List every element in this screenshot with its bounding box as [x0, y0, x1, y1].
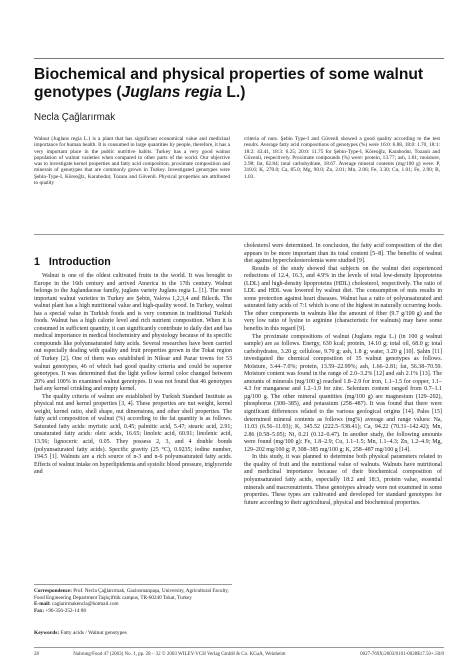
- fax-number: +90-356-252-14 88: [45, 607, 86, 614]
- abstract-rule: [34, 234, 444, 235]
- article-title: [34, 66, 444, 101]
- fax-label: Fax:: [34, 607, 45, 614]
- body-paragraph: cholesterol were determined. In conclusion, the fatty acid composition of the diet appears to be more important than its total content [5–8]. The benefits of walnut diet against hypercholesterolemia were studied [9].: [244, 243, 442, 265]
- page-footer: [34, 652, 444, 657]
- body-paragraph: Walnut is one of the oldest cultivated fruits in the world. It was brought to Europe in the 16th century and arrived America in the 17th century. Walnut belongs to the Juglandaceae family, juglans variety Juglans regia L. [1]. The most important walnut varieties in Turkey are Şebin, Yalova 1,2,3,4 and Bilecik. The walnut plant has a high nutritional value and high-quality wood. In Turkey, walnut has a special value in Turkish foods and is very common in traditional Turkish foods. Walnut has a high calorie level and rich nutrient composition. When it is consumed in sufficient quantity, it can significantly contribute to daily diet and has medical importance in medical biochemistry and physiology because of its specific compounds like polyunsaturated fatty acids. Several researches have been carried out especially dealing with quality and fruit properties grown in the Tokat region of Turkey [2]. One of them was established in Niksar and Pazar towns for 53 walnut genotypes, 46 of which had good quality criteria and could be superior genotypes. It was determined that the light yellow kernel color changed between 20% and 100% in examined walnut genotypes. It was not found that 46 genotypes had any kernel crinkling and empty kernel.: [34, 273, 232, 393]
- title-line-1: Biochemical and physical properties of some walnut: [34, 66, 424, 83]
- title-species: Juglans regia: [121, 83, 223, 101]
- section-number: 1: [34, 256, 40, 268]
- section-heading: [34, 256, 111, 268]
- body-column-left: [34, 273, 232, 477]
- title-line-2-post: L.): [222, 83, 246, 101]
- email-address[interactable]: caglarirmakencla@hotmail.com: [52, 601, 119, 608]
- keywords-text: Fatty acids / Walnut genotypes: [60, 630, 127, 636]
- correspondence-text: Prof. Necla Çağlarırmak, Gaziosmanpaşa, University, Agricultural Faculty, Food Engineering Department Taşlıçiftlik campus, TR-60240 Tokat, Turkey: [34, 588, 229, 601]
- author-name: Necla Çağlarırmak: [34, 112, 116, 123]
- abstract-left: Walnut (Juglans regia L.) is a plant that has significant economical value and medicinal importance for human health. It is consumed in large quantities by people, therefore, it has a very important place in the public nutritive habits. Turkey has a very good walnut population of walnut varieties when compared to other parts of the world. Our objective was to investigate kernel properties and fatty acid composition, proximate composition and minerals of genotypes that are commonly grown in Turkey. Investigated genotypes were Şebin-Type-I, Köreoğlz, Karabodur, Tozanı and Güvenli. Physical properties are attributed to quality: [34, 136, 230, 186]
- title-line-2: [34, 84, 444, 102]
- keywords-block: [34, 630, 232, 636]
- body-paragraph: Results of the study showed that subjects on the walnut diet experienced reductions of 12.4, 16.3, and 4.9% in the levels of total low-density lipoproteins (LDL) and high-density lipoproteins (HDL) cholesterol, respectively. The ratio of LDL and HDL was lowered by walnut diet. The consumption of nuts results in some protection against heart diseases. Walnut has a ratio of polyunsaturated and saturated fatty acids of 7:1 which is one of the highest in naturally occurring foods. The other components in walnuts like the amount of fiber (9.7 g/100 g) and the very low ratio of lysine to arginine (characteristic for walnuts) may have some benefits in this regard [9].: [244, 265, 442, 333]
- body-column-right: [244, 243, 442, 507]
- footnote-rule: [34, 584, 232, 585]
- correspondence-label: Correspondence:: [34, 588, 72, 594]
- email-label: E-mail:: [34, 601, 51, 608]
- body-paragraph: In this study, it was planned to determine both physical parameters related to the quality of fruit and the nutritional value of walnuts. Walnuts have nutritional and medicinal importance because of their biochemical composition of polyunsaturated fatty acids, especially 18:2 and 18:3, protein value, essential minerals and macronutrients. These genotypes already were not examined in some properties. These types are cultivated and developed for standard genotypes for future according to their agricultural, physical and biochemical properties.: [244, 454, 442, 506]
- abstract-right: criteria of nuts. Şebin Type-I and Güvenli showed a good quality according to the test results. Average fatty acid compositions of genotypes (%) were 16:0: 6.88, 18:0: 1.70, 18:1: 18:2: 43.41, 18:3: 6.25; 20:0: 11.75 for Şebin-Type-I, Köreoğlz, Karabodur, Tozanlı and Güvenli, respectively. Proximate compounds (%) were: protein, 13.77; ash, 1.81; moisture, 2.98; fat, 62.84; total carbohydrate, 18.67. Average mineral contents (mg/100 g) were: P, 310.6; K, 270.0; Ca, 85.0; Mg, 90.0; Zn, 2.01; Mn, 2.06; Fe, 3.30; Cu, 1.01; Fe, 2.90; B, 1.03.: [244, 136, 440, 180]
- top-rule: [34, 58, 444, 59]
- title-line-2-pre: genotypes (: [34, 83, 122, 101]
- correspondence-block: [34, 588, 232, 614]
- body-paragraph: The quality criteria of walnut are established by Turkish Standard Institute as physical nut and kernel properties [3, 4]. These properties are nut weight, kernel weight, kernel ratio, shell shape, nut dimensions, and other shell properties. The fatty acid composition of walnut (%) according to the fat quantity is as follows. Saturated fatty acids: myristic acid, 0.45; palmitic acid, 5.47; stearic acid, 2.91; unsaturated fatty acids: oleic acids, 16.65; linoleic acid, 60.91; linolenic acid, 13.56; lignoceric acid, 0.05. They possess 2, 3, and 4 double bonds (polyunsaturated fatty acids). Specific gravity (25 °C), 0.9235; iodine number, 194.5 [1]. Walnuts are a rich source of n-3 and n-6 polyunsaturated fatty acids. Effects of walnut intake on hyperlipidemia and systolic blood pressure, triglyceride and: [34, 393, 232, 476]
- journal-citation: Nahrung/Food 47 (2003) No. 1, pp. 28 – 32 © 2003 WILEY-VCH Verlag GmbH & Co. KGaA, Weinheim: [73, 652, 286, 657]
- footer-rule: [34, 647, 444, 648]
- keywords-label: Keywords:: [34, 630, 60, 636]
- body-paragraph: The proximate compositions of walnut (Juglans regia L.) (in 100 g walnut sample) are as follows. Energy, 630 kcal; protein, 14.10 g; total oil, 68.0 g; total carbohydrates, 3.20 g; cellulose, 9.70 g; ash, 1.8 g; water, 3.20 g [10]. Şahin [11] investigated the chemical composition of 35 walnut genotypes as follows. Moisture, 3.44–7.0%; protein, 13.59–22.99%; ash, 1.66–2.81; fat, 56.38–70.59. Moisture content was found in the range of 2.0–3.2% [12] and ash 2.1% [13]. The amounts of minerals (mg/100 g) reached 1.8–2.9 for iron, 1.1–1.5 for copper, 1.1–4.3 for manganese and 1.2–1.9 for zinc. Selenium content ranged from 0.7–1.1 µg/100 g. The other mineral quantities (mg/100 g) are magnesium (129–202), phosphorus (308–385), and potassium (258–487). It was found that there were significant differences related to the various geological origins [14]. Pales [15] determined mineral contents as follows (mg%) average and range values: Na, 11.03 (6.56–11.03); K, 345.52 (222.5–538.41); Ca, 94.22 (70.31–142.42); Mn, 2.86 (0.58–5.05); Ni, 0.21 (0.12–0.47). In another study, the following amounts were found (mg/100 g): Fe, 1.8–2.9; Cu, 1.1–1.5; Mn, 1.1–4.3; Zn, 1.2–4.9; Mg, 129–202 mg/100 g; P, 308–385 mg/100 g; K, 258–487 mg/100 g [14].: [244, 333, 442, 453]
- page-number: 28: [34, 652, 39, 657]
- section-title: Introduction: [48, 256, 111, 268]
- issn-code: 0027-769X/2003/0101-0028$17.50+.50/0: [360, 652, 444, 657]
